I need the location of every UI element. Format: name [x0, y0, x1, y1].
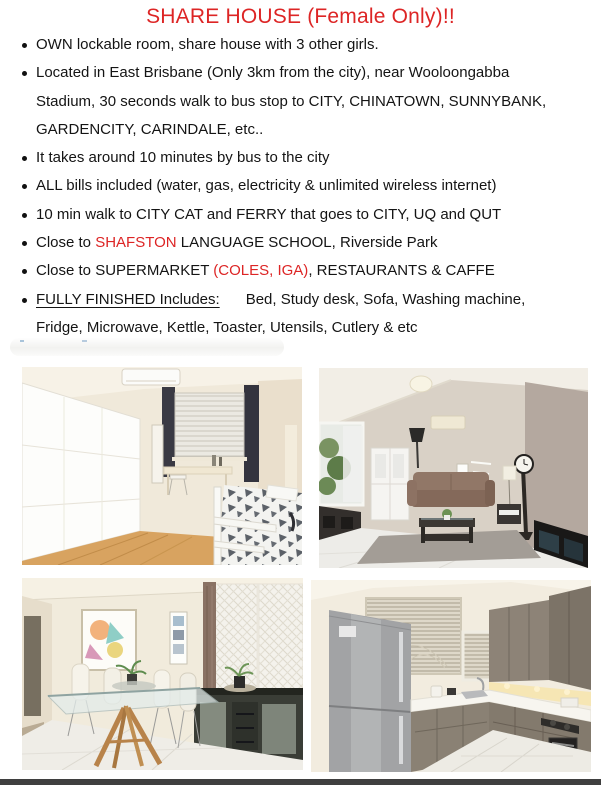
photo-kitchen	[311, 580, 591, 772]
wall-art	[82, 610, 136, 670]
bullet-text: ALL bills included (water, gas, electricity & unlimited wireless internet)	[36, 177, 497, 195]
bullet-text: 10 min walk to CITY CAT and FERRY that goes to CITY, UQ and QUT	[36, 205, 502, 223]
list-item	[36, 144, 593, 172]
bullet-text: It takes around 10 minutes by bus to the city	[36, 149, 330, 167]
list-item	[36, 257, 593, 285]
bullet-text: LANGUAGE SCHOOL, Riverside Park	[176, 234, 438, 252]
window-greenery	[319, 423, 363, 505]
bullet-text: Bed, Study desk, Sofa, Washing machine,	[245, 290, 526, 308]
side-table	[497, 504, 521, 524]
air-conditioner	[122, 369, 180, 385]
list-item	[36, 59, 593, 144]
bullet-list	[0, 31, 601, 342]
bullet-text: , RESTAURANTS & CAFFE	[308, 262, 495, 280]
highlight-coles-iga: (COLES, IGA)	[213, 262, 309, 280]
bullet-text: Close to	[36, 234, 96, 252]
air-conditioner	[431, 416, 465, 429]
highlight-shafston: SHAFSTON	[95, 234, 177, 252]
fridge	[329, 610, 411, 772]
bullet-text: Fridge, Microwave, Kettle, Toaster, Utensils, Cutlery & etc	[36, 318, 418, 336]
list-item	[36, 172, 593, 200]
bullet-text: GARDENCITY, CARINDALE, etc..	[36, 120, 264, 138]
hallway	[22, 596, 52, 740]
photo-living-room	[319, 368, 588, 568]
page-title: SHARE HOUSE (Female Only)!!	[146, 5, 455, 28]
sofa	[407, 472, 495, 507]
list-item	[36, 229, 593, 257]
redacted-text-smudge	[10, 338, 284, 356]
bed	[214, 485, 302, 565]
bullet-text: Located in East Brisbane (Only 3km from the city), near Wooloongabba	[36, 64, 510, 82]
fully-finished-label: FULLY FINISHED Includes:	[36, 290, 220, 308]
small-photo-frame	[170, 612, 187, 664]
list-item	[36, 201, 593, 229]
photo-bedroom	[22, 367, 302, 565]
list-item	[36, 31, 593, 59]
bullet-text: Stadium, 30 seconds walk to bus stop to CITY, CHINATOWN, SUNNYBANK,	[36, 92, 547, 110]
ceiling-light	[410, 376, 432, 392]
bullet-text: OWN lockable room, share house with 3 other girls.	[36, 36, 379, 53]
photo-dining-room	[22, 578, 303, 770]
bullet-text: Close to SUPERMARKET	[36, 262, 214, 280]
list-item	[36, 286, 593, 343]
display-cabinet	[371, 448, 409, 520]
bottom-bar	[0, 779, 601, 785]
